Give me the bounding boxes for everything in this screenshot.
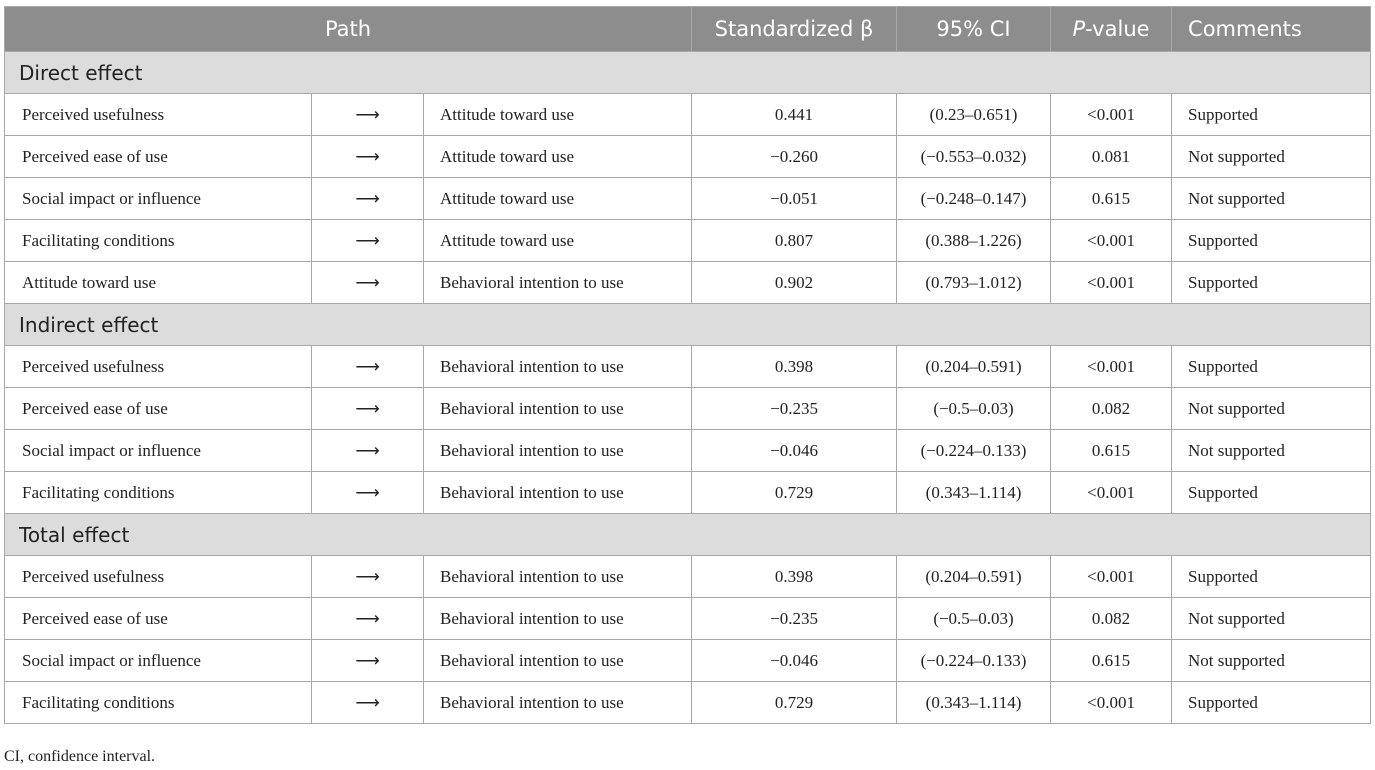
path-from-cell: Social impact or influence (5, 430, 312, 472)
ci-cell: (0.388–1.226) (897, 220, 1051, 262)
beta-cell: 0.398 (692, 346, 897, 388)
path-to-cell: Behavioral intention to use (424, 262, 692, 304)
comment-cell: Supported (1172, 682, 1371, 724)
p-value-cell: <0.001 (1051, 220, 1172, 262)
path-arrow-cell: ⟶ (312, 556, 424, 598)
header-row (5, 7, 1371, 52)
path-from-cell: Social impact or influence (5, 178, 312, 220)
p-value-cell: <0.001 (1051, 556, 1172, 598)
table-row (5, 388, 1371, 430)
comment-cell: Supported (1172, 220, 1371, 262)
path-arrow-cell: ⟶ (312, 682, 424, 724)
path-to-cell: Attitude toward use (424, 94, 692, 136)
table-row (5, 598, 1371, 640)
section-header-row (5, 514, 1371, 556)
ci-cell: (0.343–1.114) (897, 472, 1051, 514)
path-arrow-cell: ⟶ (312, 640, 424, 682)
path-arrow-cell: ⟶ (312, 388, 424, 430)
p-value-cell: <0.001 (1051, 346, 1172, 388)
path-from-cell: Perceived usefulness (5, 346, 312, 388)
table-row (5, 682, 1371, 724)
path-from-cell: Facilitating conditions (5, 472, 312, 514)
path-from-cell: Facilitating conditions (5, 220, 312, 262)
table-row (5, 178, 1371, 220)
path-arrow-cell: ⟶ (312, 262, 424, 304)
header-beta: Standardized β (692, 7, 897, 52)
p-value-cell: <0.001 (1051, 472, 1172, 514)
path-arrow-cell: ⟶ (312, 430, 424, 472)
section-title: Direct effect (5, 52, 1371, 94)
path-to-cell: Behavioral intention to use (424, 682, 692, 724)
path-from-cell: Perceived usefulness (5, 556, 312, 598)
path-from-cell: Perceived ease of use (5, 388, 312, 430)
comment-cell: Not supported (1172, 136, 1371, 178)
table-row (5, 220, 1371, 262)
p-value-cell: 0.615 (1051, 178, 1172, 220)
path-to-cell: Behavioral intention to use (424, 556, 692, 598)
path-to-cell: Attitude toward use (424, 178, 692, 220)
results-table (4, 6, 1371, 724)
p-value-cell: 0.081 (1051, 136, 1172, 178)
table-row (5, 136, 1371, 178)
header-ci: 95% CI (897, 7, 1051, 52)
path-to-cell: Attitude toward use (424, 220, 692, 262)
comment-cell: Not supported (1172, 178, 1371, 220)
p-value-cell: 0.615 (1051, 430, 1172, 472)
beta-cell: −0.046 (692, 430, 897, 472)
path-arrow-cell: ⟶ (312, 598, 424, 640)
p-value-cell: <0.001 (1051, 262, 1172, 304)
path-to-cell: Attitude toward use (424, 136, 692, 178)
p-value-cell: 0.615 (1051, 640, 1172, 682)
ci-cell: (−0.248–0.147) (897, 178, 1051, 220)
beta-cell: −0.235 (692, 598, 897, 640)
beta-cell: 0.398 (692, 556, 897, 598)
path-to-cell: Behavioral intention to use (424, 598, 692, 640)
comment-cell: Not supported (1172, 598, 1371, 640)
path-arrow-cell: ⟶ (312, 178, 424, 220)
beta-cell: 0.441 (692, 94, 897, 136)
section-title: Indirect effect (5, 304, 1371, 346)
table-row (5, 472, 1371, 514)
table-row (5, 262, 1371, 304)
path-arrow-cell: ⟶ (312, 346, 424, 388)
comment-cell: Supported (1172, 472, 1371, 514)
ci-cell: (−0.553–0.032) (897, 136, 1051, 178)
beta-cell: −0.260 (692, 136, 897, 178)
section-header-row (5, 304, 1371, 346)
ci-cell: (0.23–0.651) (897, 94, 1051, 136)
header-p-rest: -value (1085, 17, 1150, 41)
ci-cell: (0.343–1.114) (897, 682, 1051, 724)
ci-cell: (0.204–0.591) (897, 556, 1051, 598)
comment-cell: Not supported (1172, 388, 1371, 430)
header-path: Path (5, 7, 692, 52)
table-row (5, 640, 1371, 682)
ci-cell: (−0.224–0.133) (897, 640, 1051, 682)
table-row (5, 94, 1371, 136)
path-to-cell: Behavioral intention to use (424, 388, 692, 430)
beta-cell: 0.729 (692, 682, 897, 724)
header-p-value (1051, 7, 1172, 52)
comment-cell: Not supported (1172, 640, 1371, 682)
comment-cell: Supported (1172, 346, 1371, 388)
comment-cell: Supported (1172, 94, 1371, 136)
beta-cell: −0.235 (692, 388, 897, 430)
path-from-cell: Social impact or influence (5, 640, 312, 682)
section-header-row (5, 52, 1371, 94)
path-to-cell: Behavioral intention to use (424, 472, 692, 514)
path-arrow-cell: ⟶ (312, 220, 424, 262)
section-title: Total effect (5, 514, 1371, 556)
beta-cell: 0.729 (692, 472, 897, 514)
header-p-italic: P (1072, 17, 1086, 41)
ci-cell: (0.793–1.012) (897, 262, 1051, 304)
table-row (5, 346, 1371, 388)
comment-cell: Supported (1172, 262, 1371, 304)
path-to-cell: Behavioral intention to use (424, 430, 692, 472)
path-arrow-cell: ⟶ (312, 472, 424, 514)
table-row (5, 430, 1371, 472)
comment-cell: Not supported (1172, 430, 1371, 472)
ci-cell: (−0.224–0.133) (897, 430, 1051, 472)
path-from-cell: Perceived usefulness (5, 94, 312, 136)
path-arrow-cell: ⟶ (312, 136, 424, 178)
beta-cell: −0.046 (692, 640, 897, 682)
table-footnote: CI, confidence interval. (4, 748, 156, 765)
header-comments: Comments (1172, 7, 1371, 52)
beta-cell: 0.807 (692, 220, 897, 262)
ci-cell: (−0.5–0.03) (897, 388, 1051, 430)
path-arrow-cell: ⟶ (312, 94, 424, 136)
comment-cell: Supported (1172, 556, 1371, 598)
beta-cell: −0.051 (692, 178, 897, 220)
beta-cell: 0.902 (692, 262, 897, 304)
p-value-cell: <0.001 (1051, 682, 1172, 724)
ci-cell: (0.204–0.591) (897, 346, 1051, 388)
p-value-cell: 0.082 (1051, 388, 1172, 430)
path-from-cell: Perceived ease of use (5, 136, 312, 178)
path-to-cell: Behavioral intention to use (424, 640, 692, 682)
path-from-cell: Perceived ease of use (5, 598, 312, 640)
ci-cell: (−0.5–0.03) (897, 598, 1051, 640)
p-value-cell: <0.001 (1051, 94, 1172, 136)
p-value-cell: 0.082 (1051, 598, 1172, 640)
path-to-cell: Behavioral intention to use (424, 346, 692, 388)
path-from-cell: Attitude toward use (5, 262, 312, 304)
path-from-cell: Facilitating conditions (5, 682, 312, 724)
table-row (5, 556, 1371, 598)
